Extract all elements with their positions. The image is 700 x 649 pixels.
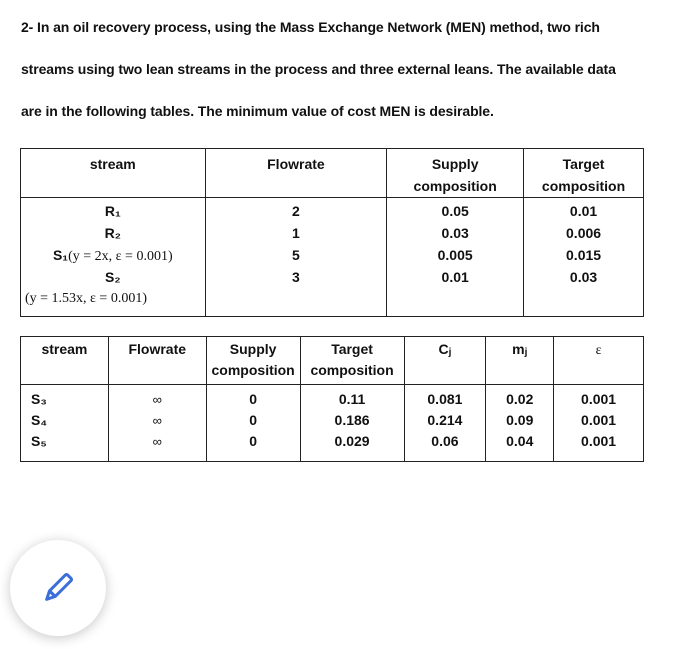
external-lean-table: [20, 336, 644, 462]
epsilon-column: 0.001 0.001 0.001: [554, 385, 644, 462]
header-supply: Supply composition: [387, 149, 524, 198]
m-column: 0.02 0.09 0.04: [486, 385, 554, 462]
header-target: Target composition: [300, 337, 404, 385]
rich-streams-table: [20, 148, 644, 317]
s2-equation: (y = 1.53x, ε = 0.001): [25, 291, 147, 306]
header-supply: Supply composition: [206, 337, 300, 385]
header-cost: Cj: [404, 337, 486, 385]
flowrate-column: 2 1 5 3: [205, 198, 387, 317]
question-line: are in the following tables. The minimum value of cost MEN is desirable.: [21, 103, 494, 119]
cost-column: 0.081 0.214 0.06: [404, 385, 486, 462]
stream-s1: S₁(y = 2x, ε = 0.001): [52, 247, 173, 264]
edit-button[interactable]: [10, 540, 106, 636]
supply-column: 0.05 0.03 0.005 0.01: [387, 198, 524, 317]
stream-s2: S₂: [105, 269, 121, 285]
header-epsilon: ε: [554, 337, 644, 385]
s1-equation: (y = 2x, ε = 0.001): [68, 249, 173, 264]
target-column: 0.01 0.006 0.015 0.03: [524, 198, 644, 317]
stream-column: S₃ S₄ S₅: [21, 385, 109, 462]
stream-r2: R₂: [104, 225, 121, 241]
header-target: Target composition: [524, 149, 644, 198]
header-flowrate: Flowrate: [108, 337, 206, 385]
question-text: [21, 6, 696, 132]
header-stream: stream: [21, 337, 109, 385]
header-stream: stream: [21, 149, 206, 198]
header-m: mj: [486, 337, 554, 385]
stream-column: [21, 198, 206, 317]
stream-r1: R₁: [104, 203, 121, 219]
header-flowrate: Flowrate: [205, 149, 387, 198]
question-line: streams using two lean streams in the process and three external leans. The available data: [21, 61, 616, 77]
pencil-icon: [38, 568, 78, 608]
target-column: 0.11 0.186 0.029: [300, 385, 404, 462]
question-line: 2- In an oil recovery process, using the Mass Exchange Network (MEN) method, two rich: [21, 19, 600, 35]
flowrate-column: ∞ ∞ ∞: [108, 385, 206, 462]
supply-column: 0 0 0: [206, 385, 300, 462]
